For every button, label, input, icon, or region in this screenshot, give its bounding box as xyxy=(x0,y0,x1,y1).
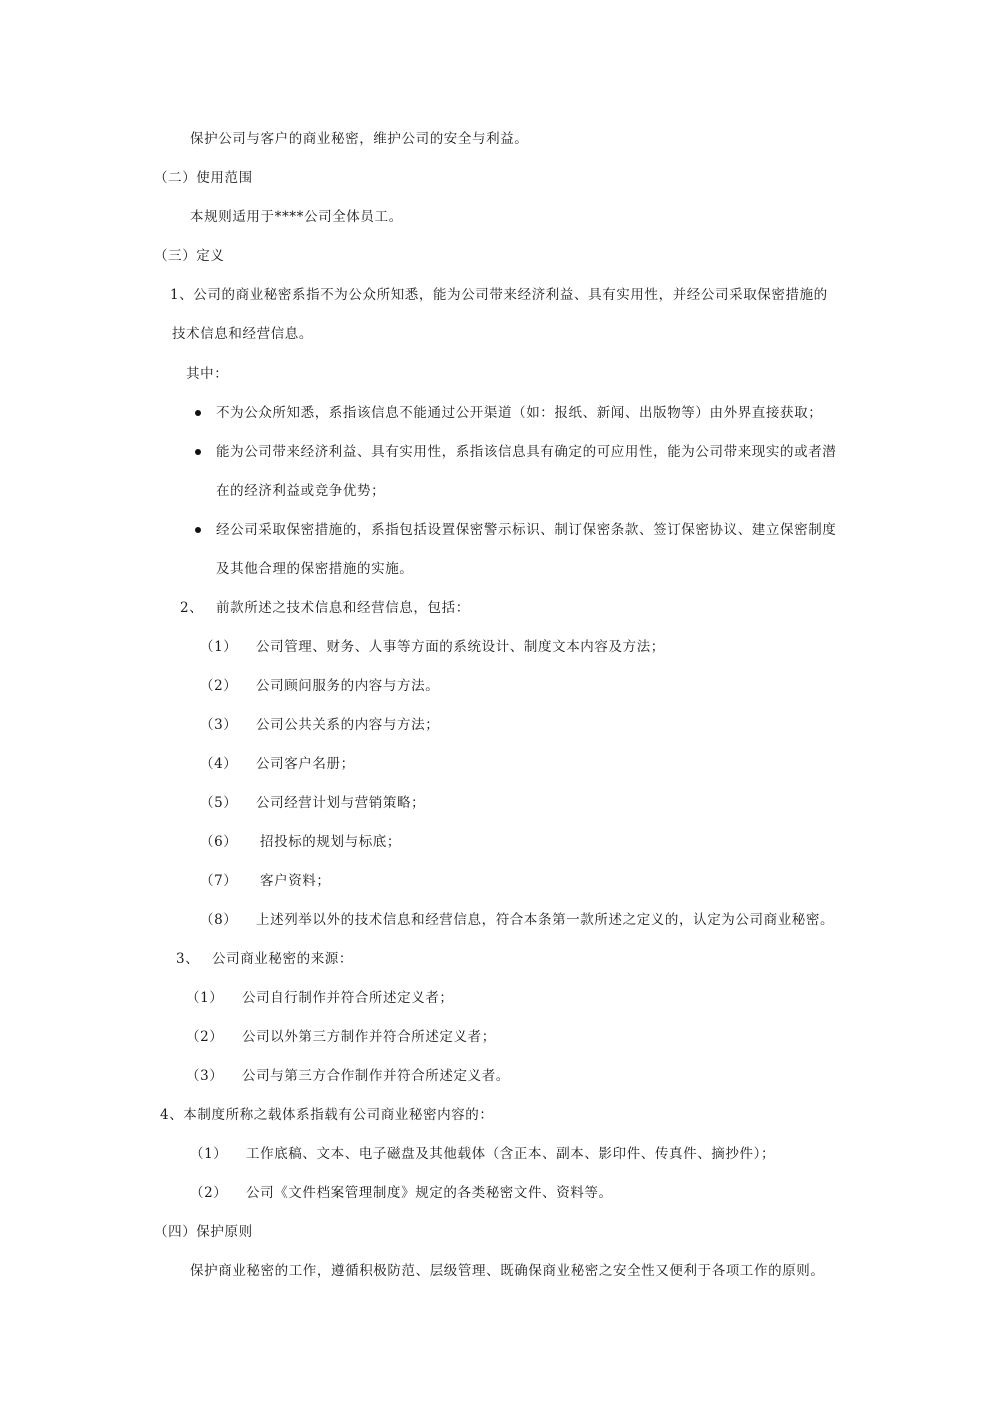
item-text: 客户资料； xyxy=(260,873,331,889)
item-number: （6） xyxy=(200,834,238,850)
definition-para-2-text: 前款所述之技术信息和经营信息，包括： xyxy=(216,600,470,616)
item-text: 招投标的规划与标底； xyxy=(260,834,401,850)
among-label: 其中： xyxy=(186,366,229,382)
item-text: 公司公共关系的内容与方法； xyxy=(256,717,440,733)
item-text: 公司管理、财务、人事等方面的系统设计、制度文本内容及方法； xyxy=(256,639,665,655)
item-number: （5） xyxy=(200,795,238,811)
item-number: （8） xyxy=(200,912,238,928)
bullet-3-line-1: 经公司采取保密措施的，系指包括设置保密警示标识、制订保密条款、签订保密协议、建立保密制度 xyxy=(216,522,837,538)
definition-para-1-line-2: 技术信息和经营信息。 xyxy=(172,326,313,342)
bullet-dot xyxy=(195,449,201,455)
item-number: （1） xyxy=(186,990,224,1006)
definition-para-4-text: 4、本制度所称之载体系指载有公司商业秘密内容的： xyxy=(160,1107,494,1123)
item-number: （7） xyxy=(200,873,238,889)
item-number: （2） xyxy=(200,678,238,694)
item-number: （3） xyxy=(186,1068,224,1084)
bullet-2-line-1: 能为公司带来经济利益、具有实用性，系指该信息具有确定的可应用性，能为公司带来现实的或者潜 xyxy=(216,444,837,460)
item-number: （4） xyxy=(200,756,238,772)
item-number: （2） xyxy=(186,1029,224,1045)
bullet-1-line-1: 不为公众所知悉，系指该信息不能通过公开渠道（如：报纸、新闻、出版物等）由外界直接获取； xyxy=(216,405,823,421)
item-text: 公司经营计划与营销策略； xyxy=(256,795,426,811)
purpose-text: 保护公司与客户的商业秘密，维护公司的安全与利益。 xyxy=(190,131,529,147)
item-text: 公司以外第三方制作并符合所述定义者； xyxy=(242,1029,496,1045)
bullet-dot xyxy=(195,527,201,533)
section-heading-scope: （二）使用范围 xyxy=(154,170,253,186)
item-text: 工作底稿、文本、电子磁盘及其他载体（含正本、副本、影印件、传真件、摘抄件）； xyxy=(246,1146,776,1162)
bullet-2-line-2: 在的经济利益或竞争优势； xyxy=(216,483,386,499)
principle-text: 保护商业秘密的工作，遵循积极防范、层级管理、既确保商业秘密之安全性又便利于各项工作的原则。 xyxy=(190,1263,825,1279)
bullet-3-line-2: 及其他合理的保密措施的实施。 xyxy=(216,561,414,577)
item-text: 公司顾问服务的内容与方法。 xyxy=(256,678,440,694)
item-text: 公司自行制作并符合所述定义者； xyxy=(242,990,454,1006)
definition-para-2-number: 2、 xyxy=(180,600,204,616)
item-text: 公司与第三方合作制作并符合所述定义者。 xyxy=(242,1068,510,1084)
section-heading-principle: （四）保护原则 xyxy=(154,1224,253,1240)
item-number: （3） xyxy=(200,717,238,733)
item-number: （2） xyxy=(190,1185,228,1201)
definition-para-1-line-1: 1、公司的商业秘密系指不为公众所知悉，能为公司带来经济利益、具有实用性，并经公司采取保密措施的 xyxy=(170,287,828,303)
item-text: 公司《文件档案管理制度》规定的各类秘密文件、资料等。 xyxy=(246,1185,613,1201)
bullet-dot xyxy=(195,410,201,416)
item-number: （1） xyxy=(200,639,238,655)
item-text: 公司客户名册； xyxy=(256,756,355,772)
item-number: （1） xyxy=(190,1146,228,1162)
definition-para-3-number: 3、 xyxy=(176,951,200,967)
scope-text: 本规则适用于****公司全体员工。 xyxy=(190,209,403,225)
section-heading-definition: （三）定义 xyxy=(154,248,225,264)
definition-para-3-text: 公司商业秘密的来源： xyxy=(212,951,353,967)
item-text: 上述列举以外的技术信息和经营信息，符合本条第一款所述之定义的，认定为公司商业秘密。 xyxy=(256,912,835,928)
